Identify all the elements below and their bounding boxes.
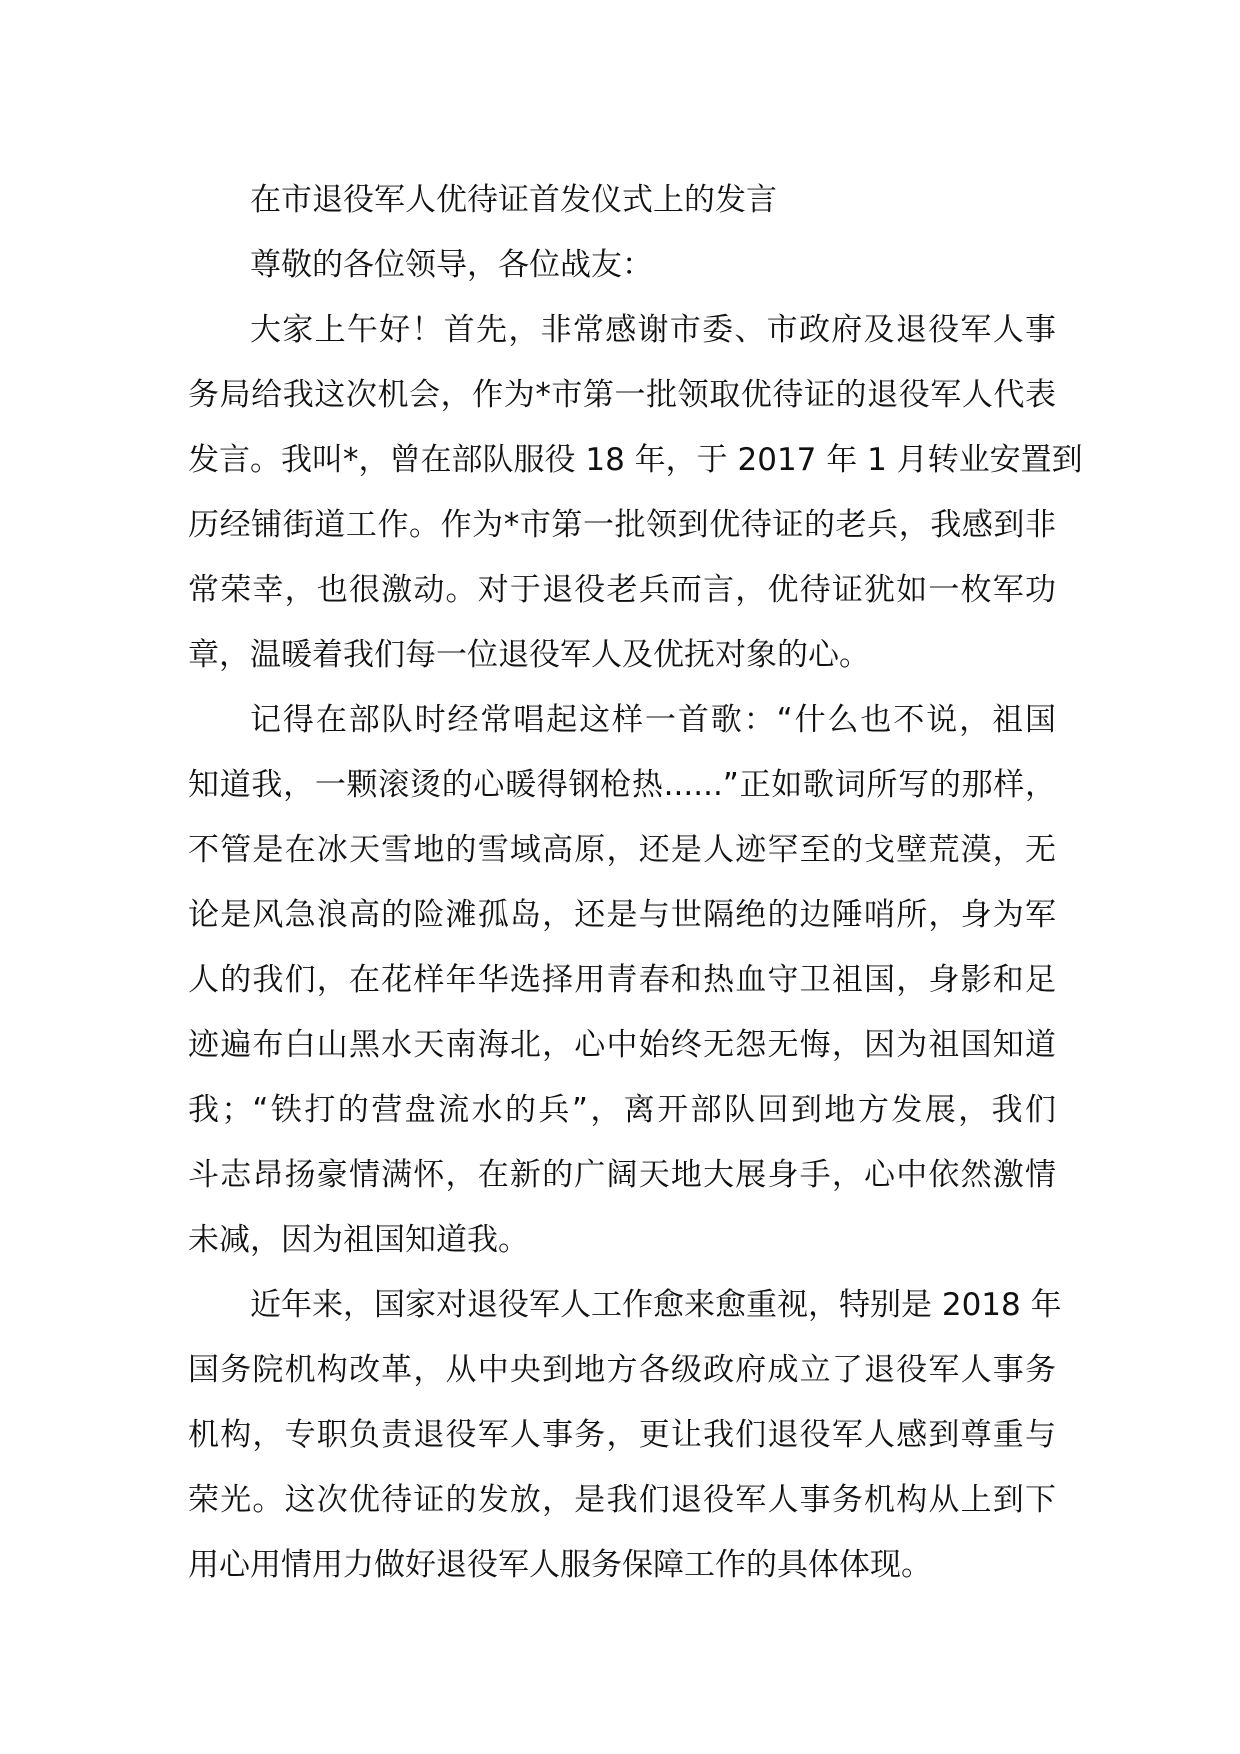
paragraph-line: 用心用情用力做好退役军人服务保障工作的具体体现。 [188,1547,932,1583]
paragraph-line: 知道我，一颗滚烫的心暖得钢枪热......”正如歌词所写的那样， [188,767,1056,803]
paragraph-line: 近年来，国家对退役军人工作愈来愈重视，特别是 2018 年 [250,1287,1062,1323]
paragraph-1 [188,298,1083,688]
paragraph-line: 不管是在冰天雪地的雪域高原，还是人迹罕至的戈壁荒漠，无 [188,832,1056,868]
paragraph-line: 未减，因为祖国知道我。 [188,1222,529,1258]
paragraph-line: 国务院机构改革，从中央到地方各级政府成立了退役军人事务 [188,1352,1056,1388]
paragraph-3 [188,1273,1062,1598]
paragraph-line: 荣光。这次优待证的发放，是我们退役军人事务机构从上到下 [188,1482,1056,1518]
paragraph-line: 我；“铁打的营盘流水的兵”，离开部队回到地方发展，我们 [188,1092,1056,1128]
paragraph-line: 大家上午好！首先，非常感谢市委、市政府及退役军人事 [250,312,1056,348]
paragraph-line: 迹遍布白山黑水天南海北，心中始终无怨无悔，因为祖国知道 [188,1027,1056,1063]
document-title: 在市退役军人优待证首发仪式上的发言 [250,182,777,218]
paragraph-line: 人的我们，在花样年华选择用青春和热血守卫祖国，身影和足 [188,962,1056,998]
paragraph-line: 机构，专职负责退役军人事务，更让我们退役军人感到尊重与 [188,1417,1056,1453]
paragraph-line: 历经铺街道工作。作为*市第一批领到优待证的老兵，我感到非 [188,507,1056,543]
paragraph-line: 斗志昂扬豪情满怀，在新的广阔天地大展身手，心中依然激情 [188,1157,1056,1193]
paragraph-line: 记得在部队时经常唱起这样一首歌：“什么也不说，祖国 [250,702,1056,738]
paragraph-line: 常荣幸，也很激动。对于退役老兵而言，优待证犹如一枚军功 [188,572,1056,608]
paragraph-line: 发言。我叫*，曾在部队服役 18 年，于 2017 年 1 月转业安置到 [188,442,1083,478]
paragraph-2 [188,688,1056,1273]
document-page [188,168,1083,1598]
paragraph-line: 章，温暖着我们每一位退役军人及优抚对象的心。 [188,637,870,673]
salutation: 尊敬的各位领导，各位战友： [250,247,653,283]
paragraph-line: 论是风急浪高的险滩孤岛，还是与世隔绝的边陲哨所，身为军 [188,897,1056,933]
paragraph-line: 务局给我这次机会，作为*市第一批领取优待证的退役军人代表 [188,377,1056,413]
